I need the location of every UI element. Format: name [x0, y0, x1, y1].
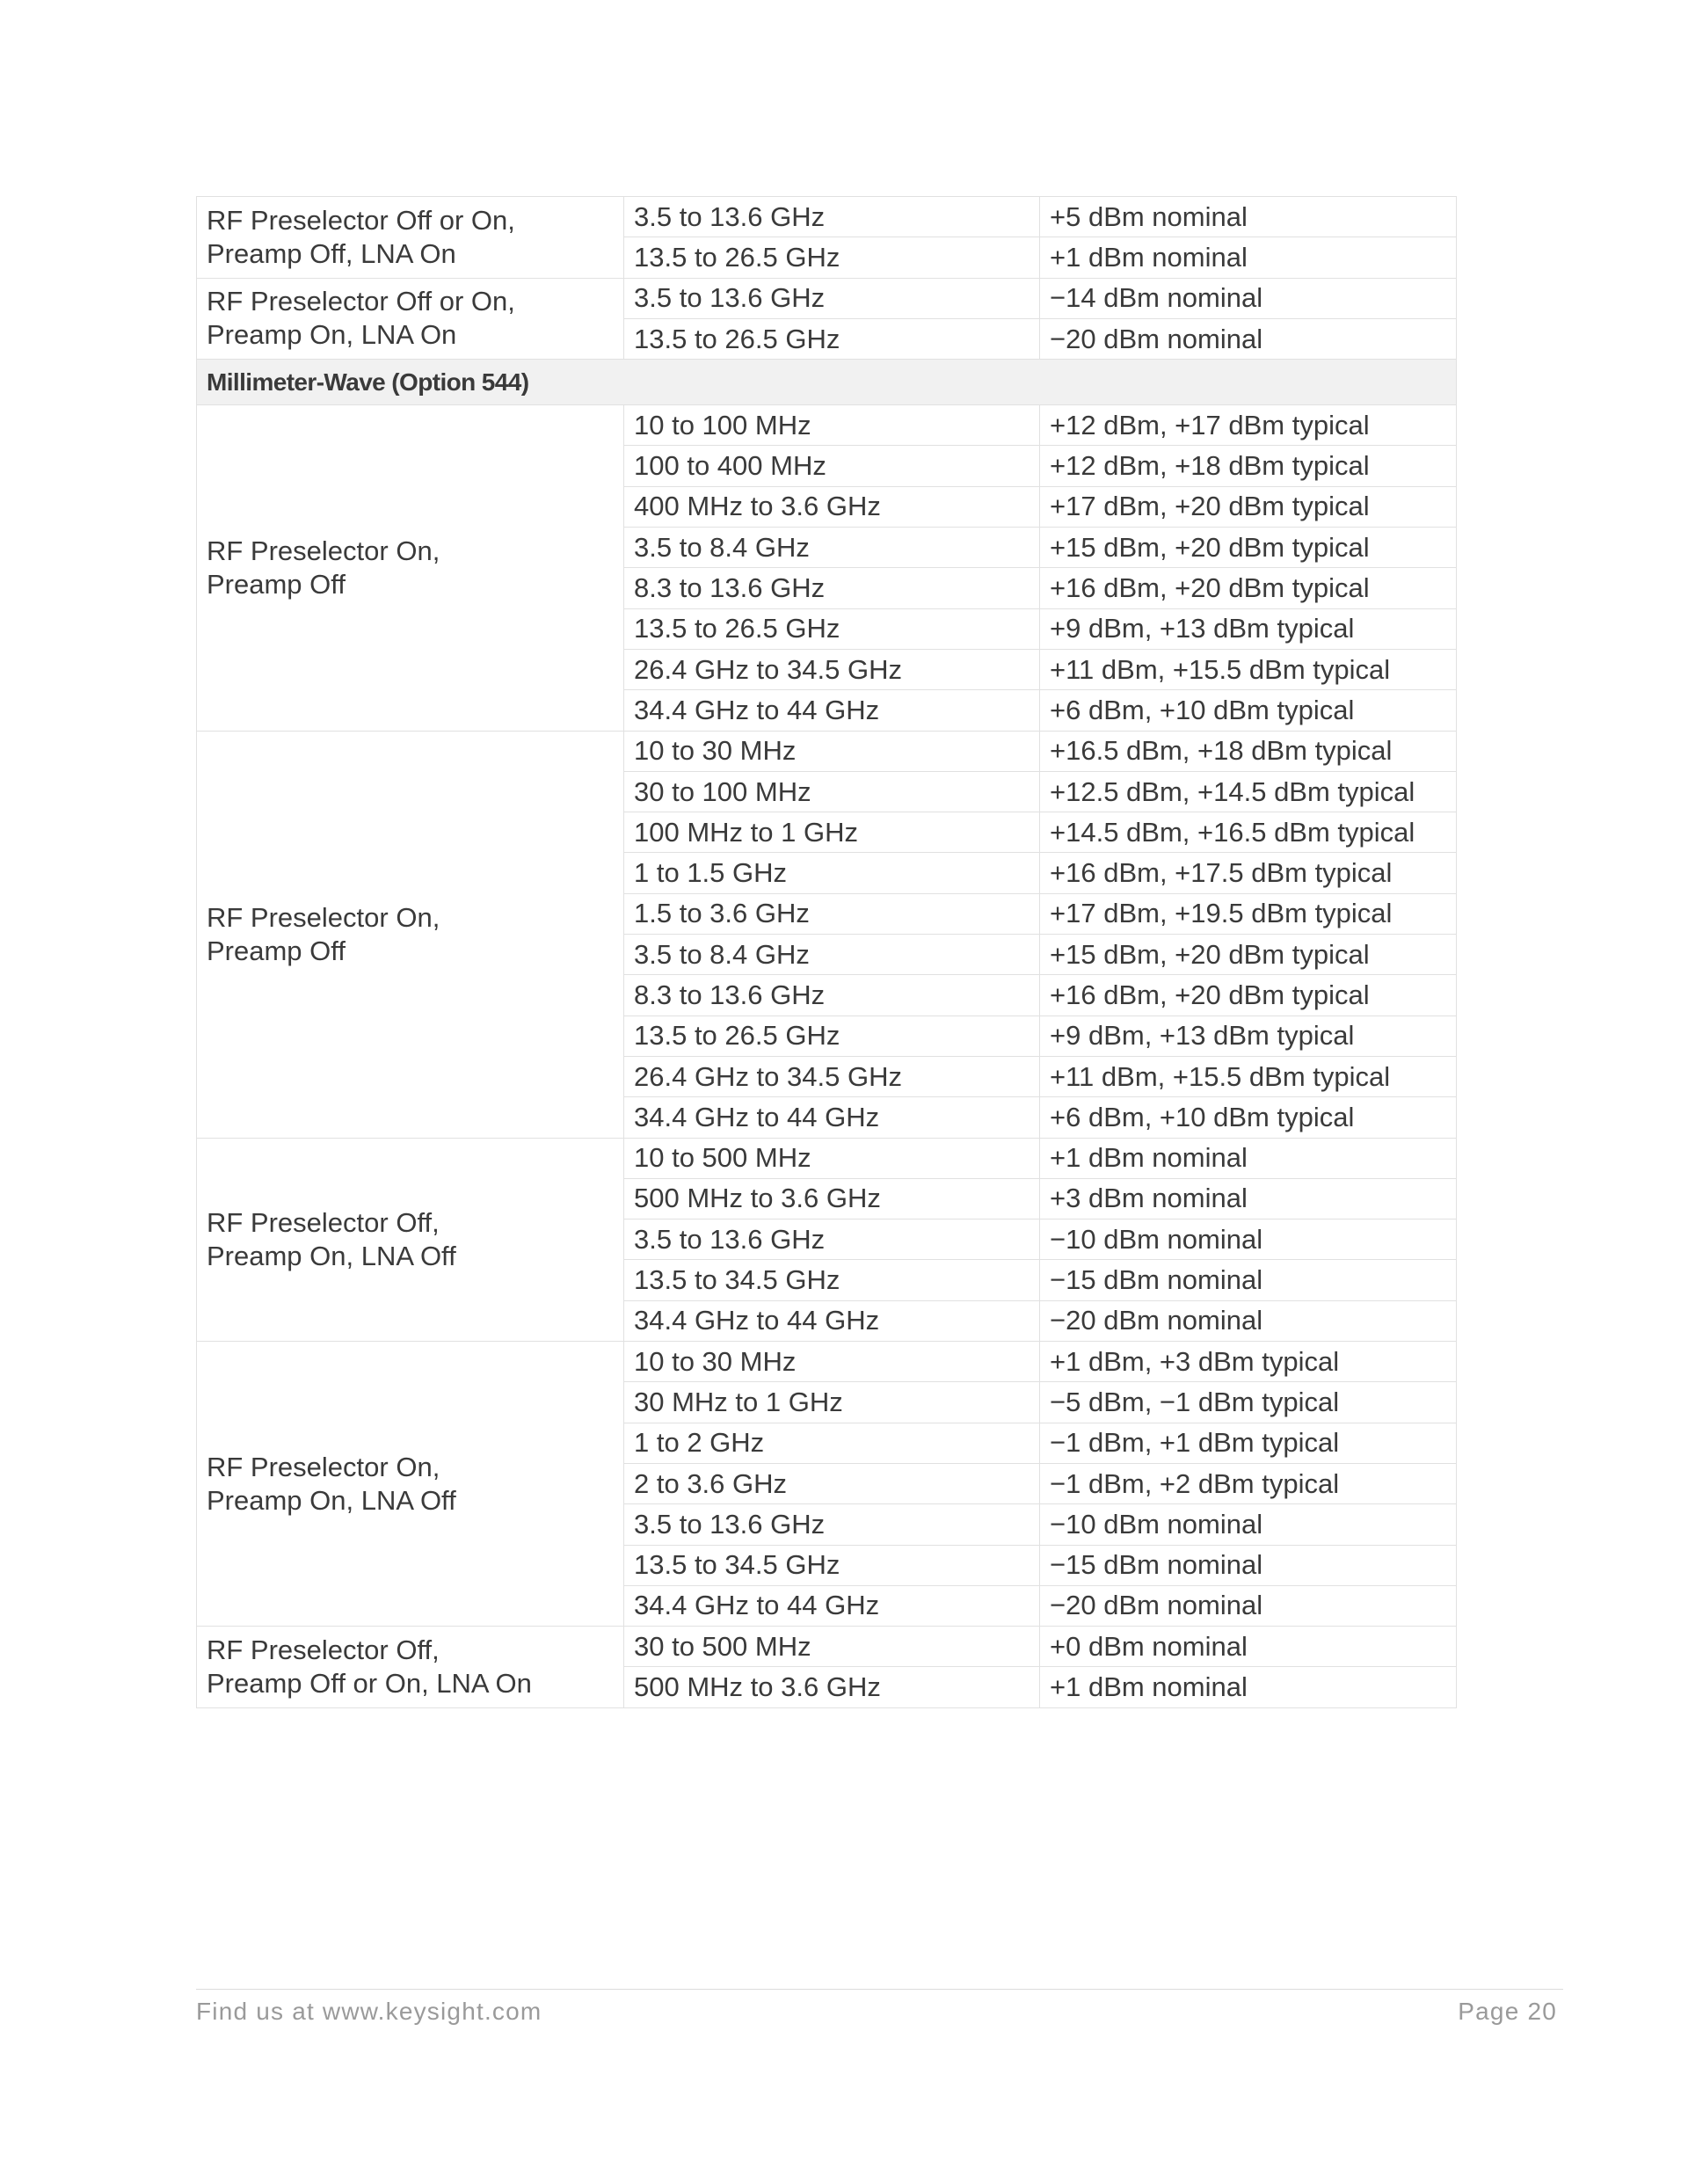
frequency-range-cell: 3.5 to 13.6 GHz	[624, 197, 1040, 237]
section-header-row	[197, 360, 1457, 405]
frequency-range-cell: 13.5 to 26.5 GHz	[624, 318, 1040, 359]
frequency-range-cell: 500 MHz to 3.6 GHz	[624, 1667, 1040, 1707]
frequency-range-cell: 30 to 100 MHz	[624, 771, 1040, 812]
page-number: Page 20	[1458, 1998, 1557, 2025]
condition-line: Preamp Off, LNA On	[207, 237, 456, 269]
frequency-range-cell: 3.5 to 13.6 GHz	[624, 278, 1040, 318]
footer-divider	[196, 1989, 1563, 1990]
condition-cell	[197, 1627, 624, 1708]
frequency-range-cell: 400 MHz to 3.6 GHz	[624, 486, 1040, 527]
spec-table-body	[197, 197, 1457, 1708]
condition-cell	[197, 197, 624, 279]
value-cell: −14 dBm nominal	[1040, 278, 1457, 318]
value-cell: +17 dBm, +19.5 dBm typical	[1040, 893, 1457, 934]
frequency-range-cell: 3.5 to 13.6 GHz	[624, 1504, 1040, 1545]
table-row	[197, 1627, 1457, 1667]
value-cell: +9 dBm, +13 dBm typical	[1040, 1016, 1457, 1056]
frequency-range-cell: 2 to 3.6 GHz	[624, 1463, 1040, 1503]
condition-cell	[197, 278, 624, 360]
footer-website[interactable]: Find us at www.keysight.com	[196, 1998, 542, 2025]
table-row	[197, 1138, 1457, 1178]
value-cell: +12 dBm, +17 dBm typical	[1040, 405, 1457, 446]
frequency-range-cell: 3.5 to 8.4 GHz	[624, 935, 1040, 975]
frequency-range-cell: 3.5 to 13.6 GHz	[624, 1219, 1040, 1260]
value-cell: −5 dBm, −1 dBm typical	[1040, 1382, 1457, 1423]
value-cell: +1 dBm nominal	[1040, 1138, 1457, 1178]
frequency-range-cell: 3.5 to 8.4 GHz	[624, 528, 1040, 568]
value-cell: +16.5 dBm, +18 dBm typical	[1040, 731, 1457, 771]
condition-line: RF Preselector On,	[207, 1451, 440, 1482]
value-cell: +11 dBm, +15.5 dBm typical	[1040, 649, 1457, 689]
value-cell: −1 dBm, +1 dBm typical	[1040, 1423, 1457, 1463]
value-cell: +3 dBm nominal	[1040, 1178, 1457, 1219]
frequency-range-cell: 10 to 30 MHz	[624, 1342, 1040, 1382]
condition-line: RF Preselector Off,	[207, 1634, 440, 1665]
value-cell: +1 dBm nominal	[1040, 1667, 1457, 1707]
frequency-range-cell: 26.4 GHz to 34.5 GHz	[624, 649, 1040, 689]
condition-line: Preamp Off or On, LNA On	[207, 1667, 532, 1699]
value-cell: +9 dBm, +13 dBm typical	[1040, 608, 1457, 649]
value-cell: +15 dBm, +20 dBm typical	[1040, 935, 1457, 975]
frequency-range-cell: 10 to 100 MHz	[624, 405, 1040, 446]
value-cell: +6 dBm, +10 dBm typical	[1040, 1097, 1457, 1138]
frequency-range-cell: 26.4 GHz to 34.5 GHz	[624, 1056, 1040, 1096]
condition-line: Preamp On, LNA Off	[207, 1240, 456, 1271]
value-cell: +0 dBm nominal	[1040, 1627, 1457, 1667]
condition-cell	[197, 405, 624, 731]
value-cell: +15 dBm, +20 dBm typical	[1040, 528, 1457, 568]
value-cell: +16 dBm, +17.5 dBm typical	[1040, 853, 1457, 893]
frequency-range-cell: 13.5 to 34.5 GHz	[624, 1545, 1040, 1585]
value-cell: +14.5 dBm, +16.5 dBm typical	[1040, 812, 1457, 853]
frequency-range-cell: 500 MHz to 3.6 GHz	[624, 1178, 1040, 1219]
table-row	[197, 197, 1457, 237]
frequency-range-cell: 13.5 to 34.5 GHz	[624, 1260, 1040, 1300]
value-cell: +1 dBm nominal	[1040, 237, 1457, 278]
value-cell: +12 dBm, +18 dBm typical	[1040, 446, 1457, 486]
value-cell: −20 dBm nominal	[1040, 1300, 1457, 1341]
condition-line: Preamp Off	[207, 568, 346, 600]
value-cell: +17 dBm, +20 dBm typical	[1040, 486, 1457, 527]
frequency-range-cell: 8.3 to 13.6 GHz	[624, 975, 1040, 1016]
spec-table	[196, 196, 1457, 1708]
value-cell: −10 dBm nominal	[1040, 1219, 1457, 1260]
condition-cell	[197, 1138, 624, 1341]
condition-line: RF Preselector Off or On,	[207, 286, 515, 317]
value-cell: −15 dBm nominal	[1040, 1260, 1457, 1300]
frequency-range-cell: 10 to 30 MHz	[624, 731, 1040, 771]
value-cell: +11 dBm, +15.5 dBm typical	[1040, 1056, 1457, 1096]
frequency-range-cell: 10 to 500 MHz	[624, 1138, 1040, 1178]
frequency-range-cell: 30 MHz to 1 GHz	[624, 1382, 1040, 1423]
condition-line: RF Preselector On,	[207, 901, 440, 933]
frequency-range-cell: 34.4 GHz to 44 GHz	[624, 1097, 1040, 1138]
condition-cell	[197, 1342, 624, 1627]
frequency-range-cell: 30 to 500 MHz	[624, 1627, 1040, 1667]
table-row	[197, 405, 1457, 446]
frequency-range-cell: 1.5 to 3.6 GHz	[624, 893, 1040, 934]
condition-line: RF Preselector Off,	[207, 1206, 440, 1238]
frequency-range-cell: 34.4 GHz to 44 GHz	[624, 1585, 1040, 1626]
frequency-range-cell: 1 to 1.5 GHz	[624, 853, 1040, 893]
value-cell: +6 dBm, +10 dBm typical	[1040, 690, 1457, 731]
value-cell: +12.5 dBm, +14.5 dBm typical	[1040, 771, 1457, 812]
condition-line: Preamp Off	[207, 935, 346, 966]
table-row	[197, 278, 1457, 318]
frequency-range-cell: 1 to 2 GHz	[624, 1423, 1040, 1463]
condition-line: RF Preselector Off or On,	[207, 204, 515, 236]
value-cell: −1 dBm, +2 dBm typical	[1040, 1463, 1457, 1503]
table-row	[197, 731, 1457, 771]
frequency-range-cell: 34.4 GHz to 44 GHz	[624, 690, 1040, 731]
frequency-range-cell: 100 MHz to 1 GHz	[624, 812, 1040, 853]
value-cell: −10 dBm nominal	[1040, 1504, 1457, 1545]
value-cell: −20 dBm nominal	[1040, 318, 1457, 359]
table-row	[197, 1342, 1457, 1382]
frequency-range-cell: 13.5 to 26.5 GHz	[624, 1016, 1040, 1056]
frequency-range-cell: 34.4 GHz to 44 GHz	[624, 1300, 1040, 1341]
section-title: Millimeter-Wave (Option 544)	[197, 360, 1457, 405]
condition-line: Preamp On, LNA On	[207, 319, 457, 351]
frequency-range-cell: 13.5 to 26.5 GHz	[624, 608, 1040, 649]
condition-line: RF Preselector On,	[207, 535, 440, 566]
value-cell: −20 dBm nominal	[1040, 1585, 1457, 1626]
frequency-range-cell: 8.3 to 13.6 GHz	[624, 568, 1040, 608]
value-cell: +1 dBm, +3 dBm typical	[1040, 1342, 1457, 1382]
frequency-range-cell: 13.5 to 26.5 GHz	[624, 237, 1040, 278]
condition-line: Preamp On, LNA Off	[207, 1484, 456, 1516]
value-cell: +16 dBm, +20 dBm typical	[1040, 975, 1457, 1016]
value-cell: +5 dBm nominal	[1040, 197, 1457, 237]
condition-cell	[197, 731, 624, 1138]
value-cell: −15 dBm nominal	[1040, 1545, 1457, 1585]
frequency-range-cell: 100 to 400 MHz	[624, 446, 1040, 486]
value-cell: +16 dBm, +20 dBm typical	[1040, 568, 1457, 608]
